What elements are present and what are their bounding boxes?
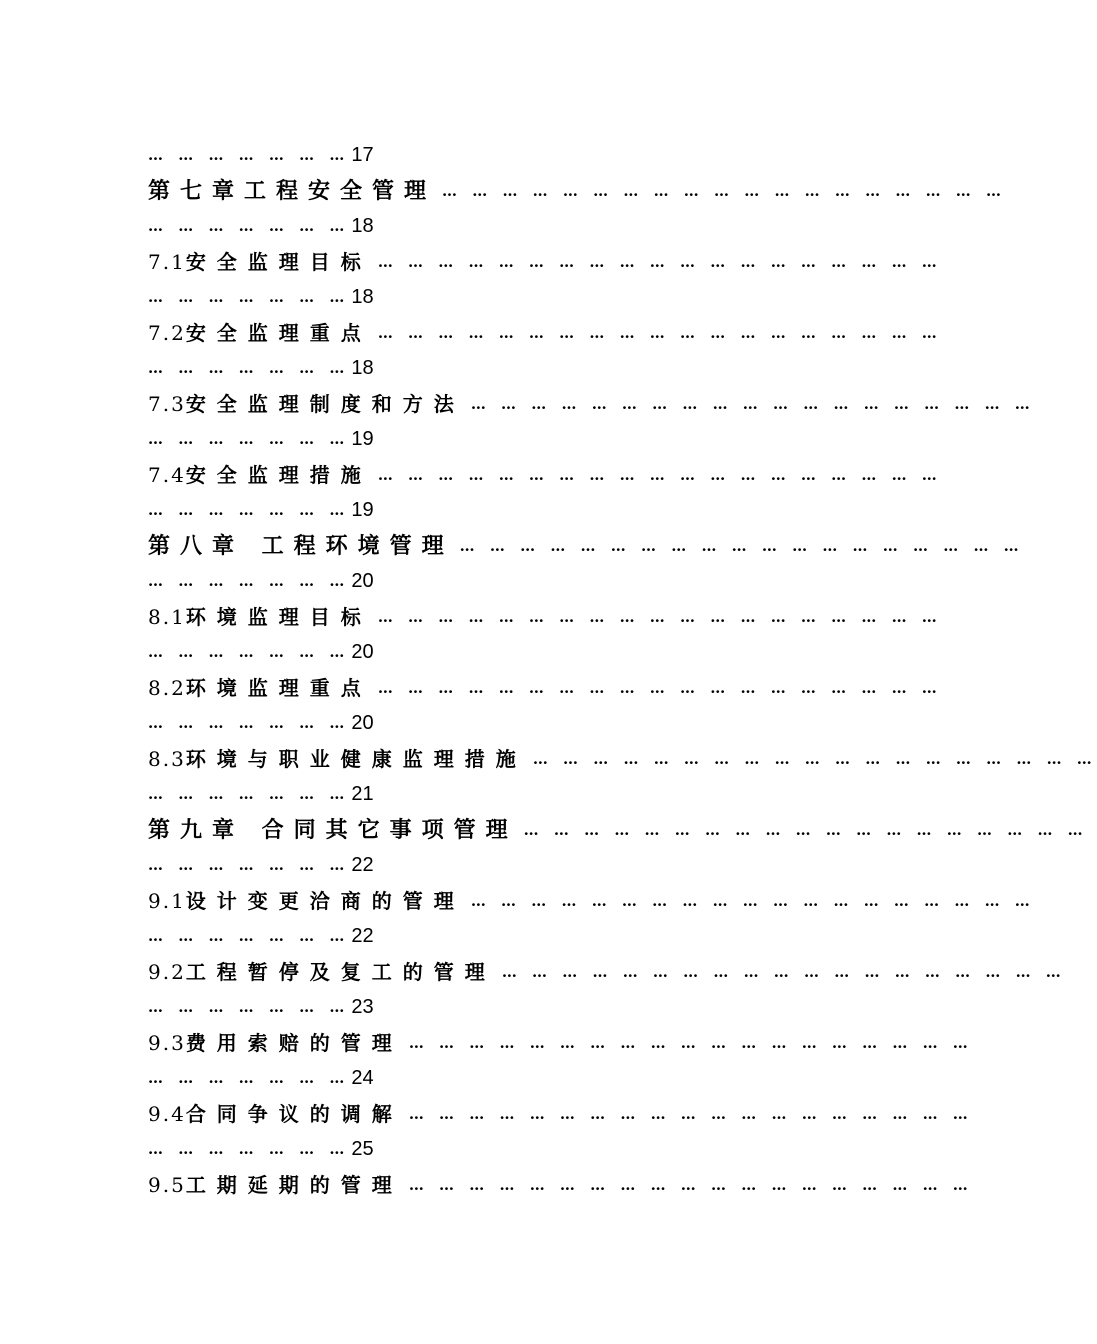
page-number: 25: [351, 1138, 374, 1160]
dot-leader: … … … … … … …: [148, 288, 350, 306]
dot-leader: … … … … … … …: [148, 501, 350, 519]
page-number: 19: [351, 499, 374, 521]
toc-page-line: [148, 777, 813, 813]
page-number: 20: [351, 712, 374, 734]
toc-entry-line[interactable]: [148, 600, 942, 636]
toc-page-line: [148, 1061, 813, 1097]
dot-leader: … … … … … … …: [148, 572, 350, 590]
dot-leader: … … … … … … … … … … … … … … … … … … …: [377, 252, 942, 271]
dot-leader: … … … … … … … … … … … … … … … … … … …: [377, 607, 942, 626]
toc-page-line: [148, 990, 813, 1026]
section-title: 费用索赔的管理: [185, 1030, 403, 1055]
section-number: 9.3: [148, 1030, 186, 1055]
section-number: 8.3: [148, 746, 186, 771]
toc-page-line: [148, 280, 813, 316]
toc-entry-line[interactable]: [148, 1026, 973, 1062]
page-number: 22: [351, 925, 374, 947]
section-title: 环境监理重点: [185, 675, 372, 700]
section-number: 9.1: [148, 888, 186, 913]
chapter-title: 第八章 工程环境管理: [148, 532, 454, 559]
page-number: 20: [351, 641, 374, 663]
section-title: 合同争议的调解: [185, 1101, 403, 1126]
toc-entry-line[interactable]: [148, 245, 942, 281]
dot-leader: … … … … … … … … … … … … … … … … … … …: [377, 323, 942, 342]
toc-page-line: [148, 138, 813, 174]
section-number: 9.5: [148, 1172, 186, 1197]
section-number: 7.2: [148, 320, 186, 345]
dot-leader: … … … … … … …: [148, 856, 350, 874]
toc-entry-line[interactable]: [148, 955, 1066, 991]
dot-leader: … … … … … … … … … … … … … … … … … … …: [377, 678, 942, 697]
toc-page-line: [148, 1132, 813, 1168]
toc-entry-line[interactable]: [148, 529, 1024, 565]
page-number: 21: [351, 783, 374, 805]
toc-page-line: [148, 706, 813, 742]
page-number: 24: [351, 1067, 374, 1089]
dot-leader: … … … … … … … … … … … … … … … … … … …: [523, 820, 1088, 839]
dot-leader: … … … … … … … … … … … … … … … … … … …: [470, 891, 1035, 910]
toc-entry-line[interactable]: [148, 1168, 973, 1204]
section-title: 环境与职业健康监理措施: [185, 746, 527, 771]
page-number: 20: [351, 570, 374, 592]
dot-leader: … … … … … … … … … … … … … … … … … … …: [532, 749, 1097, 768]
section-number: 7.1: [148, 249, 186, 274]
dot-leader: … … … … … … … … … … … … … … … … … … …: [470, 394, 1035, 413]
dot-leader: … … … … … … …: [148, 714, 350, 732]
toc-page-line: [148, 635, 813, 671]
toc-page-line: [148, 209, 813, 245]
dot-leader: … … … … … … …: [148, 430, 350, 448]
dot-leader: … … … … … … … … … … … … … … … … … … …: [501, 962, 1066, 981]
dot-leader: … … … … … … …: [148, 643, 350, 661]
dot-leader: … … … … … … …: [148, 1140, 350, 1158]
dot-leader: … … … … … … …: [148, 785, 350, 803]
dot-leader: … … … … … … …: [148, 217, 350, 235]
chapter-title: 第九章 合同其它事项管理: [148, 816, 518, 843]
section-number: 7.3: [148, 391, 186, 416]
dot-leader: … … … … … … … … … … … … … … … … … … …: [408, 1033, 973, 1052]
toc-entry-line[interactable]: [148, 671, 942, 707]
section-title: 安全监理措施: [185, 462, 372, 487]
toc-page-line: [148, 848, 813, 884]
page-number: 18: [351, 357, 374, 379]
page-number: 17: [351, 144, 374, 166]
toc-page-line: [148, 493, 813, 529]
section-number: 7.4: [148, 462, 186, 487]
page-number: 22: [351, 854, 374, 876]
page-number: 19: [351, 428, 374, 450]
dot-leader: … … … … … … …: [148, 1069, 350, 1087]
dot-leader: … … … … … … …: [148, 927, 350, 945]
section-number: 9.2: [148, 959, 186, 984]
dot-leader: … … … … … … … … … … … … … … … … … … …: [408, 1104, 973, 1123]
section-title: 工期延期的管理: [185, 1172, 403, 1197]
dot-leader: … … … … … … …: [148, 359, 350, 377]
toc-entry-line[interactable]: [148, 174, 1007, 210]
toc-page-line: [148, 422, 813, 458]
section-title: 安全监理目标: [185, 249, 372, 274]
toc-page-line: [148, 919, 813, 955]
dot-leader: … … … … … … … … … … … … … … … … … … …: [459, 536, 1024, 555]
section-title: 环境监理目标: [185, 604, 372, 629]
toc-page-line: [148, 564, 813, 600]
dot-leader: … … … … … … … … … … … … … … … … … … …: [377, 465, 942, 484]
page-number: 18: [351, 215, 374, 237]
section-title: 安全监理重点: [185, 320, 372, 345]
section-number: 8.2: [148, 675, 186, 700]
toc-entry-line[interactable]: [148, 458, 942, 494]
toc-entry-line[interactable]: [148, 387, 1035, 423]
section-number: 8.1: [148, 604, 186, 629]
page-number: 18: [351, 286, 374, 308]
section-title: 安全监理制度和方法: [185, 391, 465, 416]
dot-leader: … … … … … … … … … … … … … … … … … … …: [408, 1175, 973, 1194]
section-title: 设计变更洽商的管理: [185, 888, 465, 913]
chapter-title: 第七章工程安全管理: [148, 177, 437, 204]
toc-entry-line[interactable]: [148, 813, 1088, 849]
page-number: 23: [351, 996, 374, 1018]
toc-entry-line[interactable]: [148, 742, 1097, 778]
section-number: 9.4: [148, 1101, 186, 1126]
dot-leader: … … … … … … …: [148, 998, 350, 1016]
dot-leader: … … … … … … … … … … … … … … … … … … …: [442, 181, 1007, 200]
toc-entry-line[interactable]: [148, 316, 942, 352]
table-of-contents: [148, 138, 1097, 1203]
section-title: 工程暂停及复工的管理: [185, 959, 496, 984]
dot-leader: … … … … … … …: [148, 146, 350, 164]
toc-entry-line[interactable]: [148, 884, 1035, 920]
toc-page-line: [148, 351, 813, 387]
toc-entry-line[interactable]: [148, 1097, 973, 1133]
